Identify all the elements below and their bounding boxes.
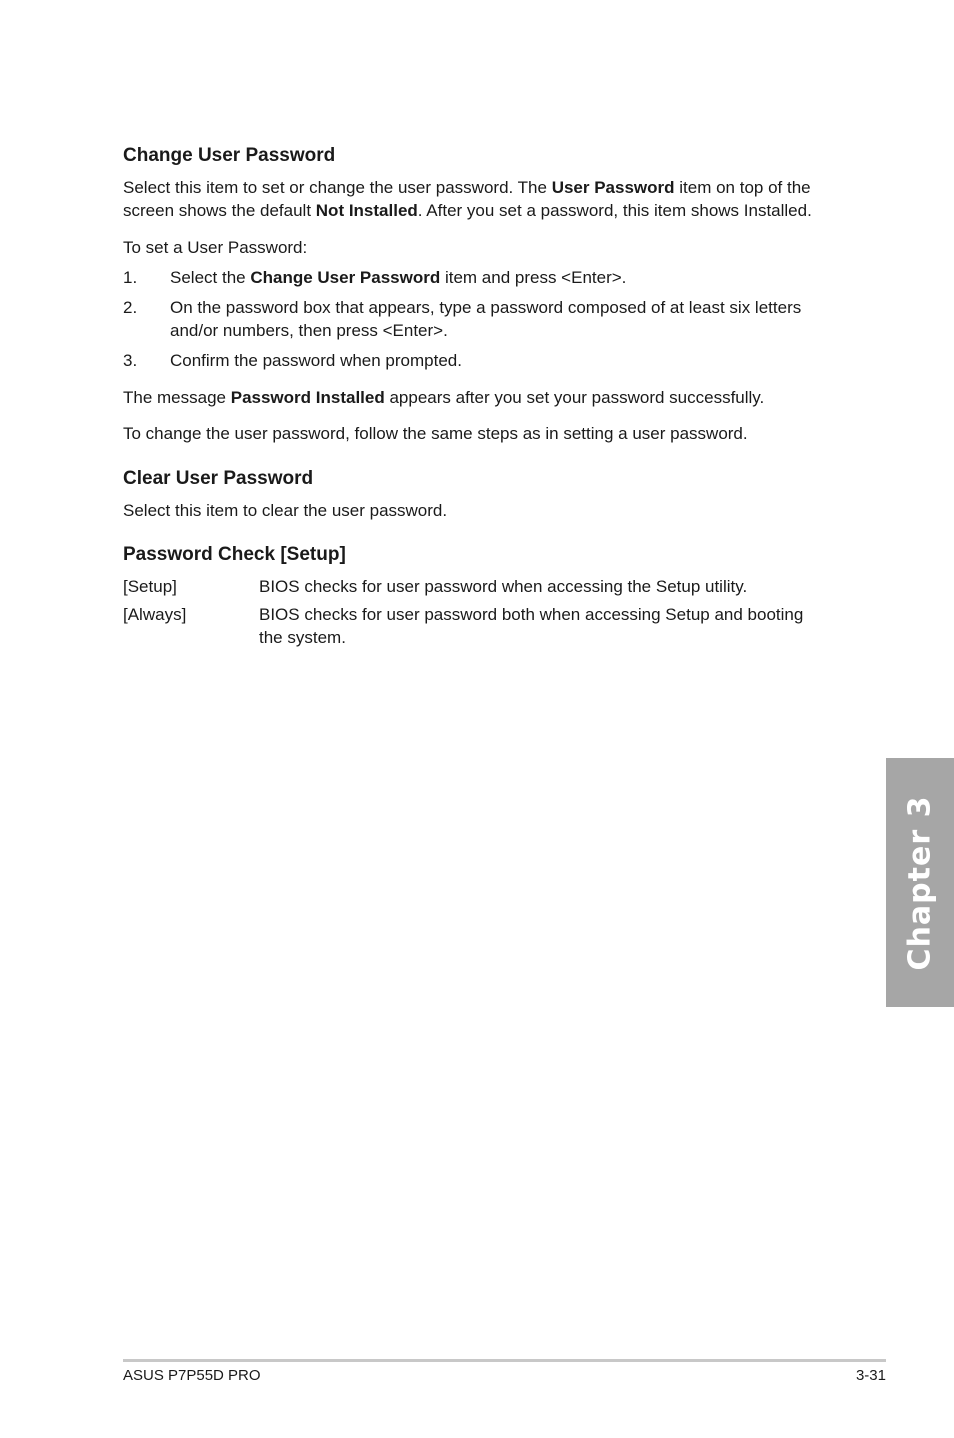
option-key: [Always] bbox=[123, 605, 187, 624]
to-set-label: To set a User Password: bbox=[123, 238, 308, 257]
option-key: [Setup] bbox=[123, 577, 177, 596]
option-description: BIOS checks for user password both when accessing Setup and booting the system. bbox=[259, 605, 804, 647]
change-password-intro: Select this item to set or change the user password. The User Password item on top of the screen shows the default Not Installed. After you set a password, this item shows Installed. bbox=[123, 178, 812, 220]
step-number: 1. bbox=[123, 268, 138, 287]
section-heading-change-user-password: Change User Password bbox=[123, 145, 336, 166]
clear-password-text: Select this item to clear the user password. bbox=[123, 501, 448, 520]
option-description: BIOS checks for user password when accessing the Setup utility. bbox=[259, 577, 748, 596]
step-text: Select the Change User Password item and press <Enter>. bbox=[170, 268, 627, 287]
chapter-tab-label: Chapter 3 bbox=[902, 795, 938, 970]
step-number: 3. bbox=[123, 351, 138, 370]
installed-message: The message Password Installed appears after you set your password successfully. bbox=[123, 388, 765, 407]
step-number: 2. bbox=[123, 298, 138, 317]
step-text: On the password box that appears, type a password composed of at least six letters and/or numbers, then press <Enter>. bbox=[170, 298, 802, 340]
section-heading-clear-user-password: Clear User Password bbox=[123, 468, 314, 489]
footer-divider bbox=[123, 1359, 886, 1362]
footer-page-number: 3-31 bbox=[855, 1367, 886, 1384]
section-heading-password-check: Password Check [Setup] bbox=[123, 544, 346, 565]
step-text: Confirm the password when prompted. bbox=[170, 351, 462, 370]
footer-product-name: ASUS P7P55D PRO bbox=[123, 1367, 261, 1384]
chapter-side-tab bbox=[886, 758, 954, 1007]
change-note: To change the user password, follow the same steps as in setting a user password. bbox=[123, 424, 748, 443]
